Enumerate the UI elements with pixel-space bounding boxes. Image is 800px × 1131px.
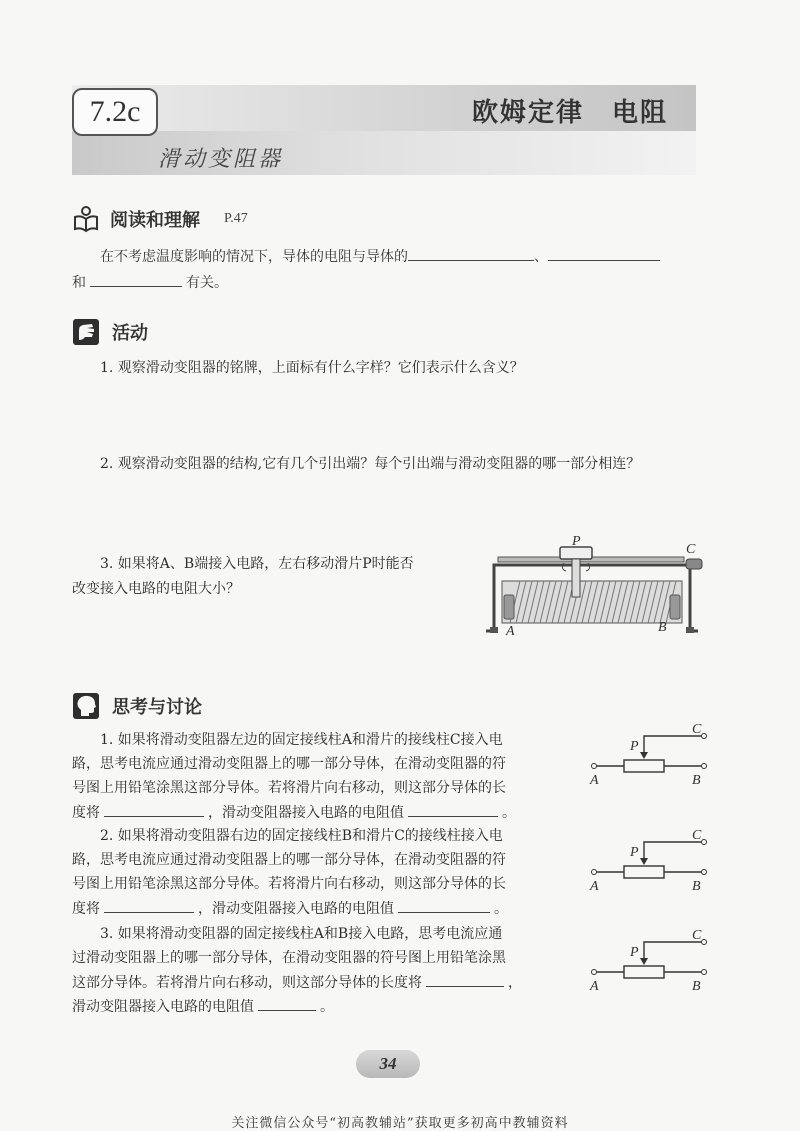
separator: 、 (534, 249, 548, 265)
terminal-label-b: B (658, 620, 667, 635)
question-text: ，滑动变阻器接入电路的电阻值 (198, 901, 394, 917)
symbol-label-b: B (692, 979, 701, 994)
symbol-label-p: P (630, 945, 639, 960)
rheostat-symbol-q3 (588, 928, 718, 994)
symbol-label-a: A (590, 773, 599, 788)
discussion-heading: 思考与讨论 (112, 697, 202, 718)
symbol-label-p: P (630, 739, 639, 754)
symbol-label-p: P (630, 845, 639, 860)
discussion-heading-row (72, 692, 202, 720)
discussion-q2-line-4 (72, 896, 508, 922)
symbol-label-c: C (692, 828, 702, 843)
reading-line-2 (72, 270, 228, 296)
fill-blank[interactable] (104, 896, 194, 913)
question-text: 。 (502, 805, 516, 821)
open-book-reader-icon (72, 205, 100, 233)
discussion-q2-line-1: 2. 如果将滑动变阻器右边的固定接线柱B和滑片C的接线柱接入电 (100, 828, 503, 844)
hand-activity-icon (72, 318, 100, 346)
section-number: 7.2c (72, 88, 158, 136)
slider-label-p: P (572, 535, 581, 549)
reading-text: 有关。 (186, 275, 228, 291)
question-text: ，滑动变阻器接入电路的电阻值 (208, 805, 404, 821)
activity-heading: 活动 (112, 323, 148, 344)
symbol-label-c: C (692, 722, 702, 737)
symbol-label-b: B (692, 773, 701, 788)
reading-text: 和 (72, 275, 86, 291)
symbol-label-c: C (692, 928, 702, 943)
reading-line-1 (100, 244, 660, 270)
question-text: 。 (320, 999, 334, 1015)
discussion-q1-line-1: 1. 如果将滑动变阻器左边的固定接线柱A和滑片的接线柱C接入电 (100, 732, 503, 748)
activity-question-3-line-1: 3. 如果将A、B端接入电路，左右移动滑片P时能否 (100, 556, 414, 572)
discussion-q3-line-2: 过滑动变阻器上的哪一部分导体，在滑动变阻器的符号图上用铅笔涂黑 (72, 950, 506, 966)
discussion-q2-line-3: 号图上用铅笔涂黑这部分导体。若将滑片向右移动，则这部分导体的长 (72, 876, 506, 892)
discussion-q2-line-2: 路，思考电流应通过滑动变阻器上的哪一部分导体，在滑动变阻器的符 (72, 852, 506, 868)
rheostat-symbol-q2 (588, 828, 718, 894)
rheostat-symbol-q1 (588, 722, 718, 788)
activity-heading-row (72, 318, 148, 346)
subsection-title: 滑动变阻器 (158, 147, 284, 172)
question-text: 这部分导体。若将滑片向右移动，则这部分导体的长度将 (72, 975, 422, 991)
reading-text: 在不考虑温度影响的情况下，导体的电阻与导体的 (100, 249, 408, 265)
terminal-label-c: C (686, 542, 696, 557)
question-text: 。 (494, 901, 508, 917)
fill-blank[interactable] (398, 896, 490, 913)
fill-blank[interactable] (548, 244, 660, 261)
discussion-q3-line-1: 3. 如果将滑动变阻器的固定接线柱A和B接入电路，思考电流应通 (100, 926, 503, 942)
discussion-q3-line-3 (72, 970, 522, 996)
fill-blank[interactable] (426, 970, 504, 987)
discussion-q1-line-3: 号图上用铅笔涂黑这部分导体。若将滑片向右移动，则这部分导体的长 (72, 780, 506, 796)
page-number: 34 (356, 1050, 420, 1078)
question-text: 度将 (72, 805, 100, 821)
question-text: ， (508, 975, 522, 991)
reading-heading-row (72, 205, 248, 233)
activity-question-2: 2. 观察滑动变阻器的结构,它有几个引出端？每个引出端与滑动变阻器的哪一部分相连？ (100, 456, 641, 472)
fill-blank[interactable] (90, 270, 182, 287)
symbol-label-b: B (692, 879, 701, 894)
thinking-head-icon (72, 692, 100, 720)
symbol-label-a: A (590, 979, 599, 994)
terminal-label-a: A (506, 624, 515, 639)
discussion-q1-line-2: 路，思考电流应通过滑动变阻器上的哪一部分导体，在滑动变阻器的符 (72, 756, 506, 772)
question-text: 度将 (72, 901, 100, 917)
page-reference: P.47 (224, 211, 248, 226)
fill-blank[interactable] (408, 800, 498, 817)
fill-blank[interactable] (104, 800, 204, 817)
fill-blank[interactable] (408, 244, 534, 261)
reading-heading: 阅读和理解 (110, 210, 200, 231)
question-text: 滑动变阻器接入电路的电阻值 (72, 999, 254, 1015)
activity-question-1: 1. 观察滑动变阻器的铭牌，上面标有什么字样？它们表示什么含义？ (100, 360, 524, 376)
sliding-rheostat-figure (480, 535, 712, 647)
chapter-title: 欧姆定律 电阻 (471, 98, 668, 128)
fill-blank[interactable] (258, 994, 316, 1011)
footer-note: 关注微信公众号“初高教辅站”获取更多初高中教辅资料 (231, 1116, 569, 1131)
activity-question-3-line-2: 改变接入电路的电阻大小？ (72, 581, 240, 597)
discussion-q3-line-4 (72, 994, 334, 1020)
symbol-label-a: A (590, 879, 599, 894)
discussion-q1-line-4 (72, 800, 516, 826)
